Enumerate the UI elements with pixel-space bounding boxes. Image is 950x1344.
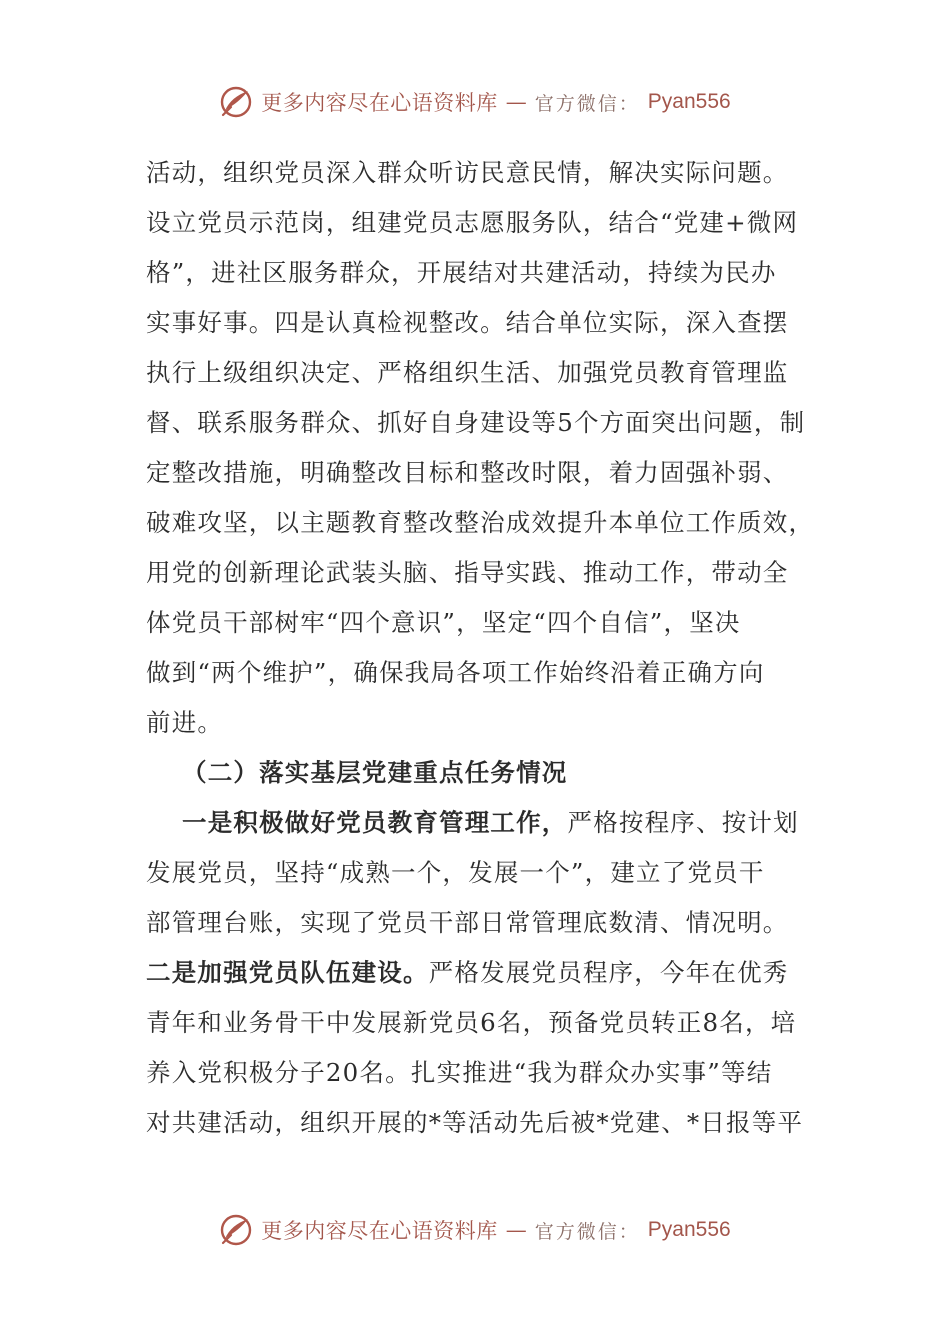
banner-wechat-label: 官方微信： [534,1220,640,1243]
body-line: 实事好事。四是认真检视整改。结合单位实际，深入查摆 [146,308,789,337]
lead-bold-text: 二是加强党员队伍建设。 [146,958,429,987]
lead-bold-text: 一是积极做好党员教育管理工作， [182,808,568,837]
banner-wechat-id: Pyan556 [647,90,731,113]
document-body [146,148,815,1148]
body-line: 做到“两个维护”，确保我局各项工作始终沿着正确方向 [146,658,765,687]
body-line: 破难攻坚，以主题教育整改整治成效提升本单位工作质效， [146,508,815,537]
body-line: 对共建活动，组织开展的*等活动先后被*党建、*日报等平 [146,1108,804,1137]
banner-wechat-label: 官方微信： [534,92,640,115]
body-line: 活动，组织党员深入群众听访民意民情，解决实际问题。 [146,158,789,187]
body-line: 养入党积极分子20名。扎实推进“我为群众办实事”等结 [146,1058,773,1087]
body-line: 用党的创新理论武装头脑、指导实践、推动工作，带动全 [146,558,789,587]
pen-logo-icon [219,85,253,119]
lead-rest-text: 严格发展党员程序，今年在优秀 [428,958,789,987]
banner-separator: — [505,90,527,114]
lead-rest-text: 严格按程序、按计划 [567,808,799,837]
body-line: 发展党员，坚持“成熟一个，发展一个”，建立了党员干 [146,858,765,887]
body-line: 定整改措施，明确整改目标和整改时限，着力固强补弱、 [146,458,789,487]
body-line: 体党员干部树牢“四个意识”，坚定“四个自信”，坚决 [146,608,741,637]
banner-separator: — [505,1218,527,1242]
body-line: 前进。 [146,708,224,737]
body-line: 格”，进社区服务群众，开展结对共建活动，持续为民办 [146,258,777,287]
footer-banner [0,1210,950,1250]
paragraph-lead-line [146,948,806,998]
header-banner [0,82,950,122]
body-line: 督、联系服务群众、抓好自身建设等5个方面突出问题，制 [146,408,806,437]
paragraph-lead-line [146,798,806,848]
pen-logo-icon [219,1213,253,1247]
section-heading: （二）落实基层党建重点任务情况 [182,758,568,787]
body-line: 执行上级组织决定、严格组织生活、加强党员教育管理监 [146,358,789,387]
banner-wechat-id: Pyan556 [647,1218,731,1241]
body-line: 部管理台账，实现了党员干部日常管理底数清、情况明。 [146,908,789,937]
body-line: 设立党员示范岗，组建党员志愿服务队，结合“党建+微网 [146,208,799,237]
banner-title: 更多内容尽在心语资料库 [261,91,498,115]
body-line: 青年和业务骨干中发展新党员6名，预备党员转正8名，培 [146,1008,797,1037]
banner-title: 更多内容尽在心语资料库 [261,1219,498,1243]
